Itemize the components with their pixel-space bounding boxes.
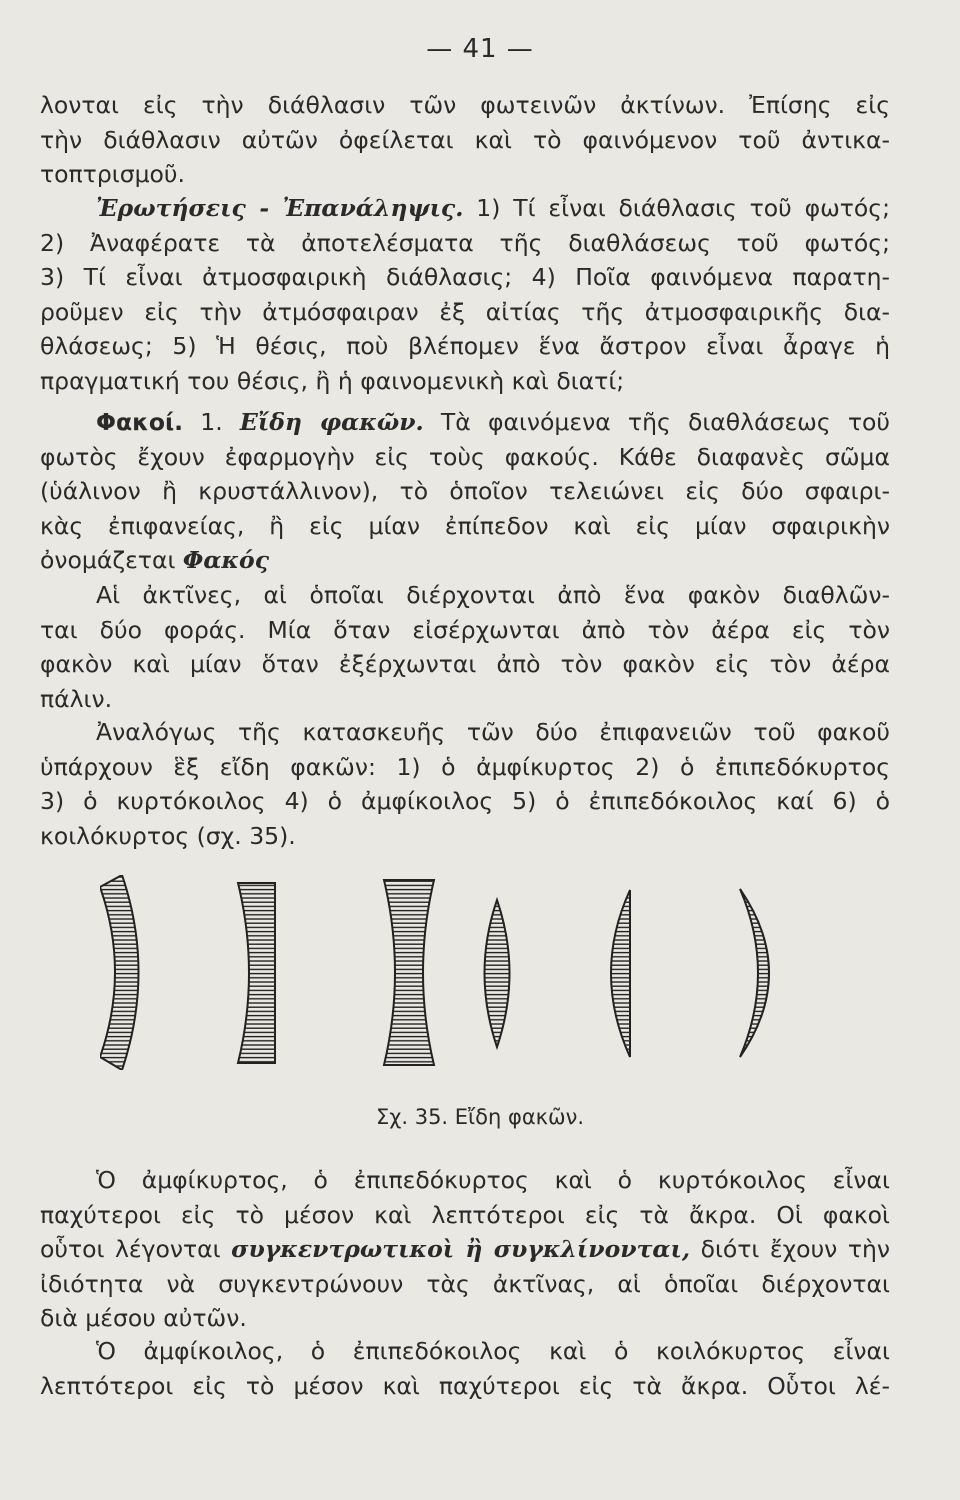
text-line: (ὑάλινον ἢ κρυστάλλινον), τὸ ὁποῖον τελειώνει εἰς δύο σφαιρι- [40, 477, 890, 505]
text-line: 2) Ἀναφέρατε τὰ ἀποτελέσματα τῆς διαθλάσεως τοῦ φωτός; [40, 228, 890, 257]
text-line: φωτὸς ἔχουν ἐφαρμογὴν εἰς τοὺς φακούς. Κάθε διαφανὲς σῶμα [40, 442, 890, 471]
text-line [40, 1232, 890, 1267]
paragraph-diverging [40, 1334, 890, 1403]
text-line: ροῦμεν εἰς τὴν ἀτμόσφαιραν ἐξ αἰτίας τῆς ἀτμοσφαιρικῆς δια- [40, 297, 890, 326]
text-line: διὰ μέσου αὐτῶν. [40, 1304, 247, 1332]
text-line: 3) Τί εἶναι ἀτμοσφαιρικὴ διάθλασις; 4) Ποῖα φαινόμενα παρατη- [40, 263, 890, 291]
lens-biconcave [384, 880, 434, 1065]
text-line: τοπτρισμοῦ. [40, 160, 185, 188]
text-line: τὴν διάθλασιν αὐτῶν ὀφείλεται καὶ τὸ φαινόμενον τοῦ ἀντικα- [40, 125, 890, 154]
lenses-section [40, 405, 890, 578]
lens-plano-convex [611, 890, 630, 1057]
text-line: παχύτεροι εἰς τὸ μέσον καὶ λεπτότεροι εἰς τὰ ἄκρα. Οἱ φακοὶ [40, 1200, 890, 1229]
text-line: Ὁ ἀμφίκοιλος, ὁ ἐπιπεδόκοιλος καὶ ὁ κοιλόκυρτος εἶναι [96, 1337, 890, 1365]
page-number: — 41 — [426, 34, 534, 64]
text-fragment: οὗτοι λέγονται [40, 1235, 232, 1263]
text-line: λονται εἰς τὴν διάθλασιν τῶν φωτεινῶν ἀκτίνων. Ἐπίσης εἰς [40, 91, 890, 119]
term-converging: συγκεντρωτικοὶ ἢ συγκλίνονται, [231, 1235, 691, 1263]
text-fragment: ὀνομάζεται [40, 546, 183, 574]
section-heading: Φακοί. [96, 408, 184, 436]
lens-convex-concave [740, 889, 769, 1057]
paragraph-rays [40, 578, 890, 716]
text-line: ἰδιότητα νὰ συγκεντρώνουν τὰς ἀκτῖνας, αἱ ὁποῖαι διέρχονται [40, 1269, 890, 1298]
text-line: πάλιν. [40, 684, 113, 713]
lens-concave-convex [100, 875, 139, 1070]
question-1: 1) Τί εἶναι διάθλασις τοῦ φωτός; [463, 194, 891, 222]
text-fragment: διότι ἔχουν τὴν [690, 1235, 890, 1263]
text-line: Αἱ ἀκτῖνες, αἱ ὁποῖαι διέρχονται ἀπὸ ἕνα φακὸν διαθλῶν- [96, 581, 890, 609]
term-lens: Φακός [182, 546, 270, 574]
text-line: ται δύο φοράς. Μία ὅταν εἰσέρχωνται ἀπὸ τὸν ἀέρα εἰς τὸν [40, 615, 890, 644]
text-fragment: Τὰ φαινόμενα τῆς διαθλάσεως τοῦ [423, 408, 890, 436]
questions-section [40, 191, 890, 398]
text-line: ὑπάρχουν ἓξ εἴδη φακῶν: 1) ὁ ἀμφίκυρτος 2) ὁ ἐπιπεδόκυρτος [40, 752, 890, 781]
text-line [40, 191, 890, 226]
text-line: Ὁ ἀμφίκυρτος, ὁ ἐπιπεδόκυρτος καὶ ὁ κυρτόκοιλος εἶναι [96, 1166, 890, 1194]
questions-heading: Ἐρωτήσεις - Ἐπανάληψις. [96, 194, 464, 222]
text-line: 3) ὁ κυρτόκοιλος 4) ὁ ἀμφίκοιλος 5) ὁ ἐπιπεδόκοιλος καί 6) ὁ [40, 787, 890, 815]
text-line: θλάσεως; 5) Ἡ θέσις, ποὺ βλέπομεν ἕνα ἄστρον εἶναι ἆραγε ἡ [40, 332, 890, 360]
paragraph-lens-types [40, 715, 890, 853]
text-line: Ἀναλόγως τῆς κατασκευῆς τῶν δύο ἐπιφανειῶν τοῦ φακοῦ [96, 718, 890, 746]
text-line: φακὸν καὶ μίαν ὅταν ἐξέρχωνται ἀπὸ τὸν φακὸν εἰς τὸν ἀέρα [40, 650, 890, 678]
text-line: πραγματική του θέσις, ἢ ἡ φαινομενικὴ καὶ διατί; [40, 366, 625, 395]
text-line: κὰς ἐπιφανείας, ἢ εἰς μίαν ἐπίπεδον καὶ εἰς μίαν σφαιρικὴν [40, 511, 890, 540]
section-number: 1. [183, 408, 240, 436]
paragraph-converging [40, 1163, 890, 1336]
text-line: λεπτότεροι εἰς τὸ μέσον καὶ παχύτεροι εἰς τὰ ἄκρα. Οὗτοι λέ- [40, 1371, 890, 1400]
subsection-heading: Εἴδη φακῶν. [239, 408, 424, 436]
lens-plano-concave [238, 883, 275, 1063]
figure-caption: Σχ. 35. Εἴδη φακῶν. [375, 1105, 585, 1129]
text-line [40, 543, 890, 578]
text-line: κοιλόκυρτος (σχ. 35). [40, 821, 296, 850]
lens-types-figure [100, 875, 880, 1070]
paragraph-refraction-end [40, 88, 890, 192]
lens-biconvex [485, 900, 510, 1047]
text-line [40, 405, 890, 440]
